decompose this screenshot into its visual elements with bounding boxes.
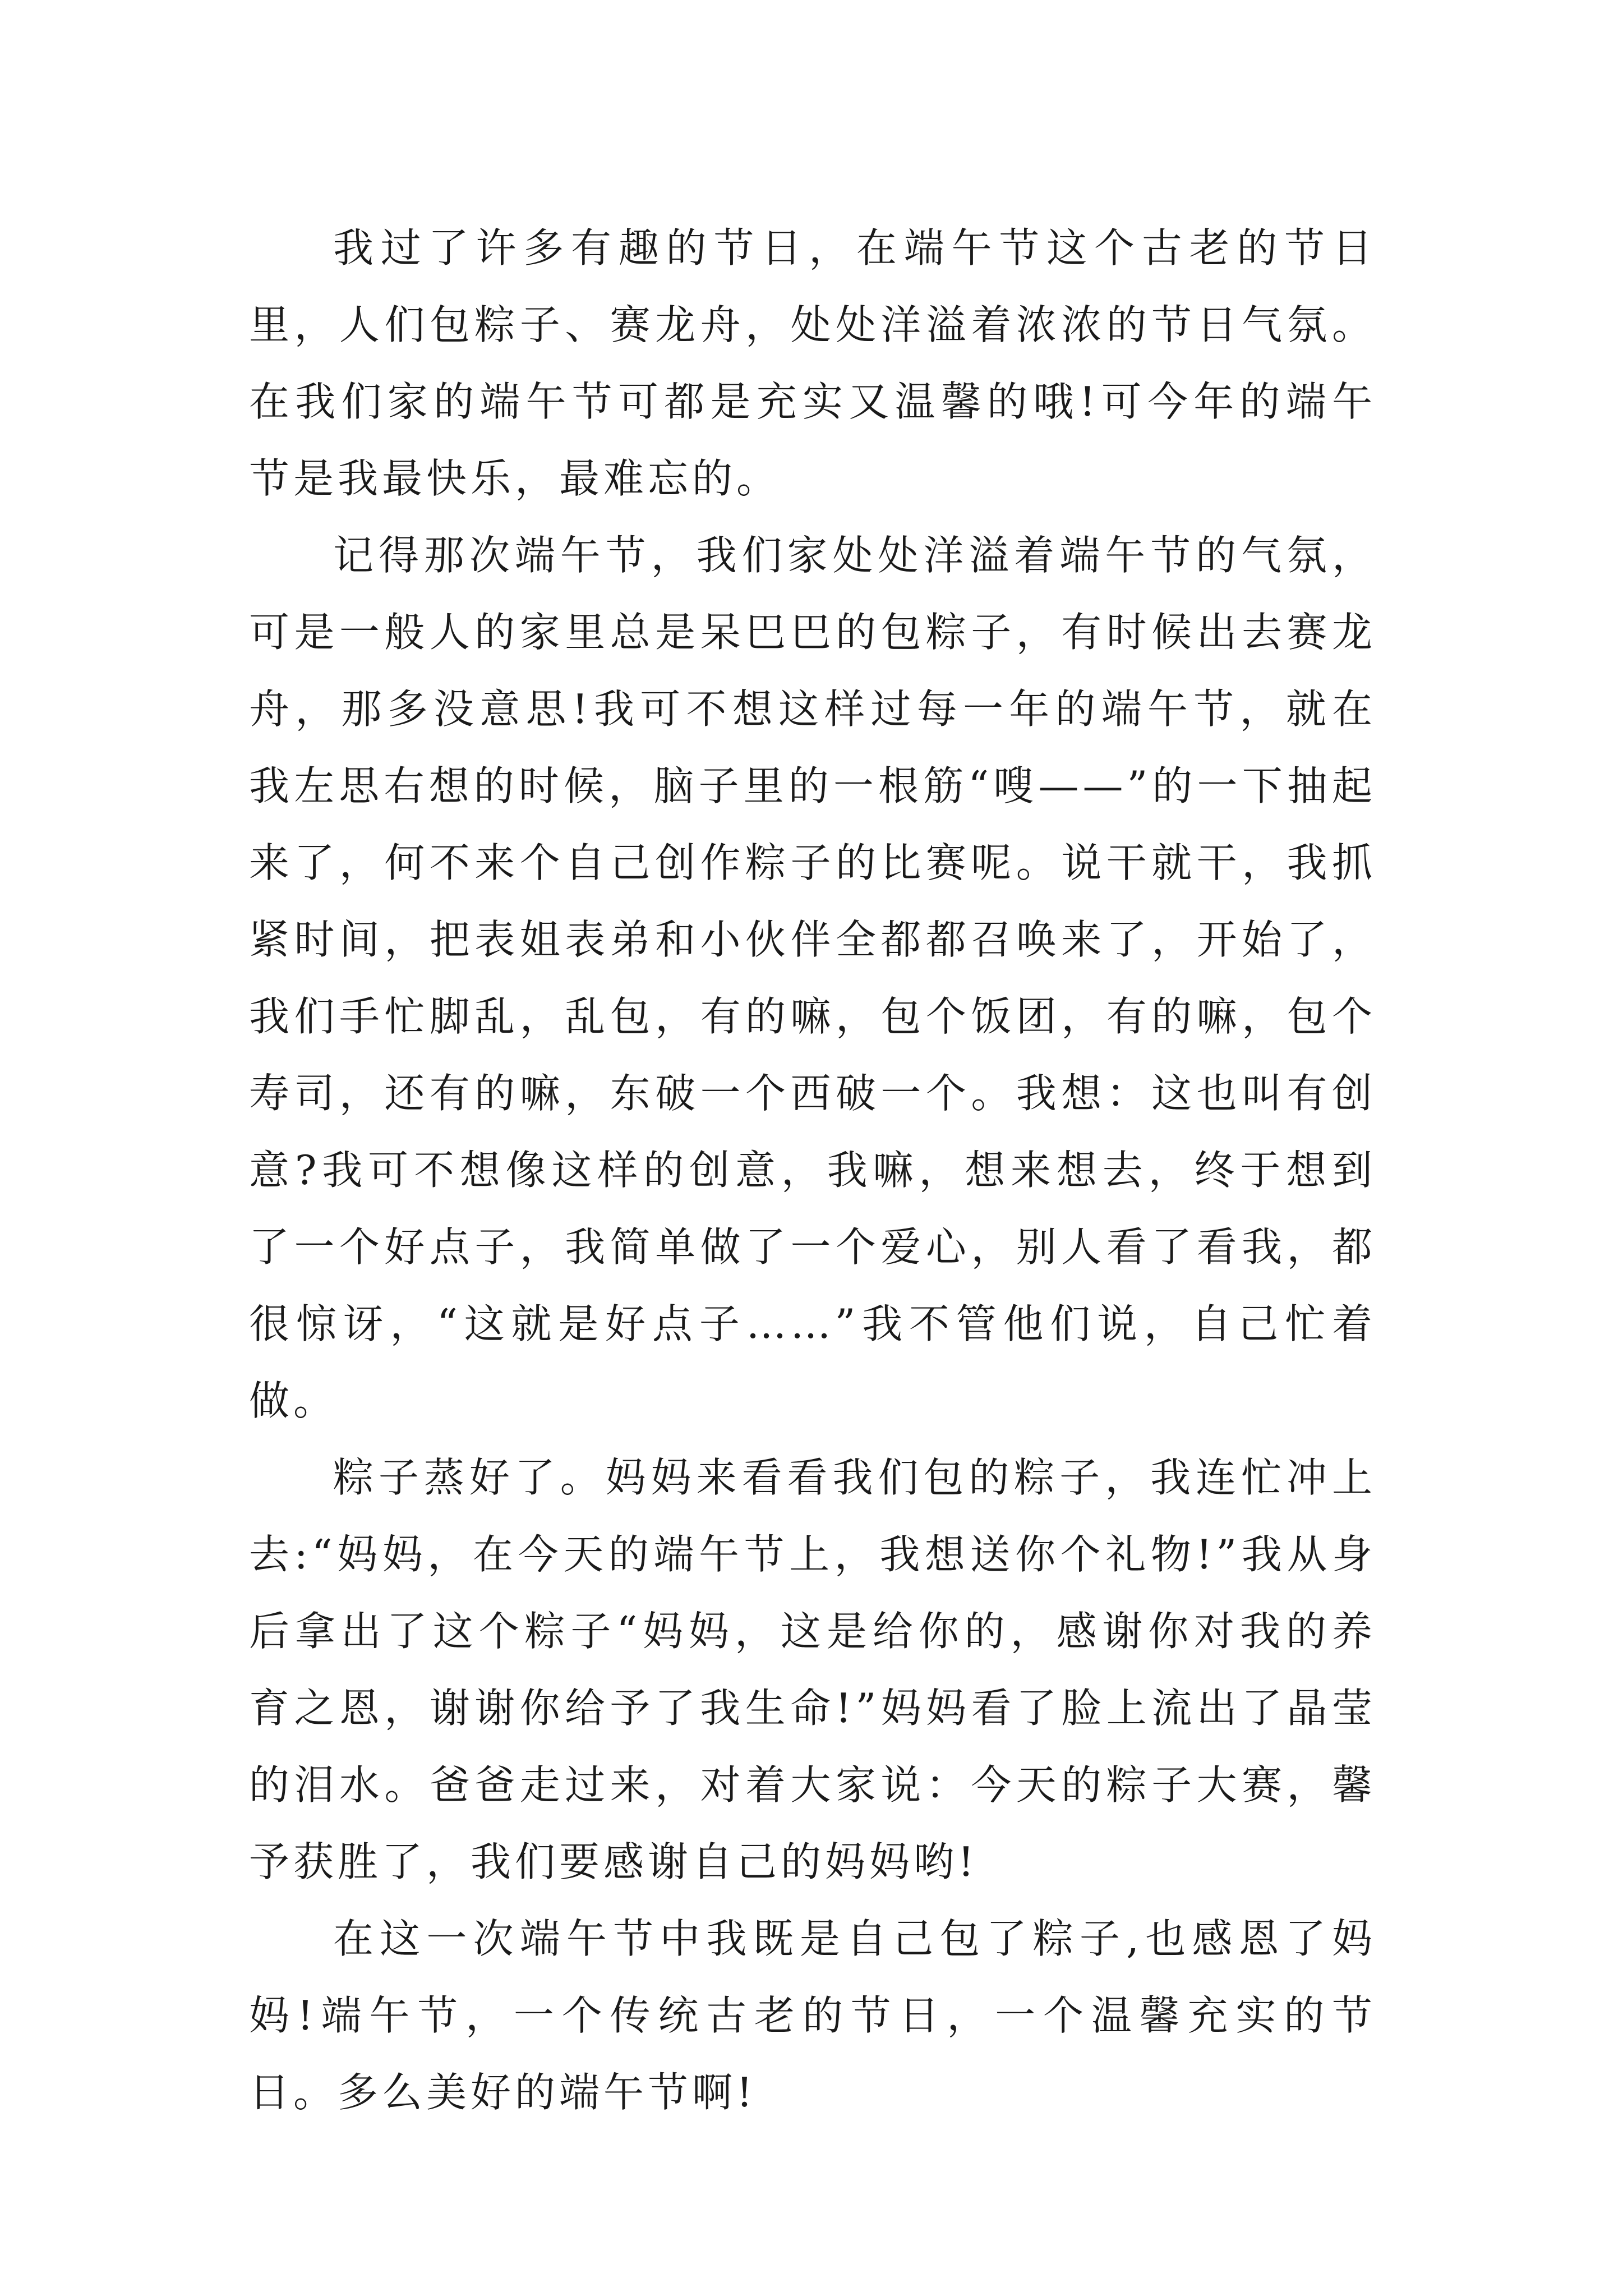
paragraph-1: 我过了许多有趣的节日，在端午节这个古老的节日里，人们包粽子、赛龙舟，处处洋溢着浓浓的节日气氛。在我们家的端午节可都是充实又温馨的哦!可今年的端午节是我最快乐，最难忘的。 (249, 224, 1376, 502)
paragraph-2: 记得那次端午节，我们家处处洋溢着端午节的气氛，可是一般人的家里总是呆巴巴的包粽子，有时候出去赛龙舟，那多没意思!我可不想这样过每一年的端午节，就在我左思右想的时候，脑子里的一根筋“嗖——”的一下抽起来了，何不来个自己创作粽子的比赛呢。说干就干，我抓紧时间，把表姐表弟和小伙伴全都都召唤来了，开始了，我们手忙脚乱，乱包，有的嘛，包个饭团，有的嘛，包个寿司，还有的嘛，东破一个西破一个。我想：这也叫有创意?我可不想像这样的创意，我嘛，想来想去，终于想到了一个好点子，我简单做了一个爱心，别人看了看我，都很惊讶，“这就是好点子……”我不管他们说，自己忙着做。 (249, 532, 1376, 1424)
essay-body (249, 210, 1376, 2131)
paragraph-4: 在这一次端午节中我既是自己包了粽子,也感恩了妈妈!端午节，一个传统古老的节日，一个温馨充实的节日。多么美好的端午节啊! (249, 1915, 1376, 2116)
paragraph-3: 粽子蒸好了。妈妈来看看我们包的粽子，我连忙冲上去:“妈妈，在今天的端午节上，我想送你个礼物!”我从身后拿出了这个粽子“妈妈，这是给你的，感谢你对我的养育之恩，谢谢你给予了我生命!”妈妈看了脸上流出了晶莹的泪水。爸爸走过来，对着大家说：今天的粽子大赛，馨予获胜了，我们要感谢自己的妈妈哟! (249, 1454, 1376, 1885)
